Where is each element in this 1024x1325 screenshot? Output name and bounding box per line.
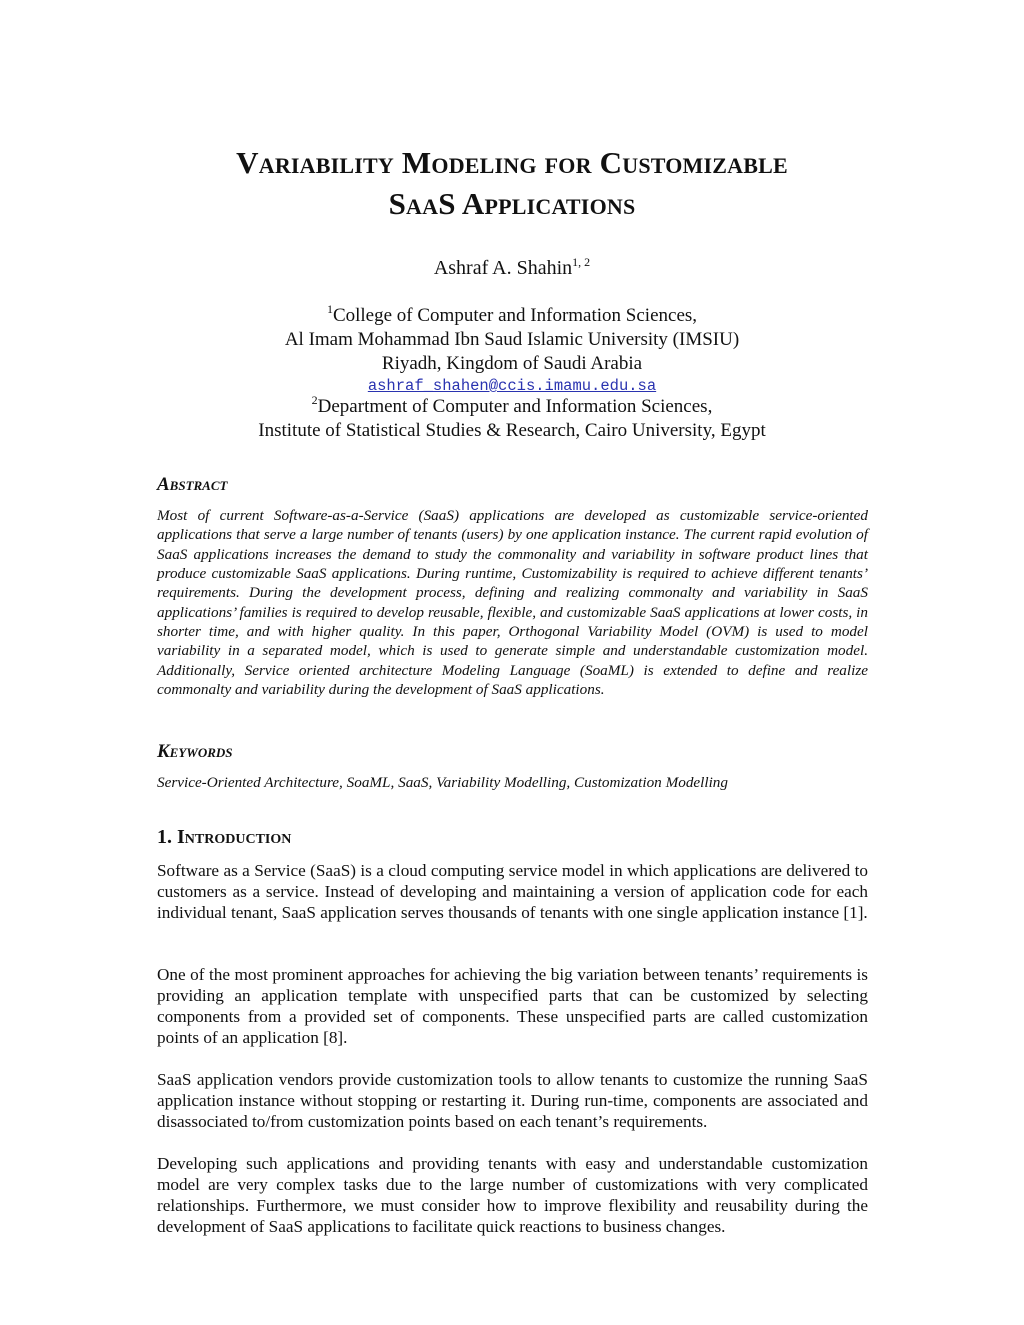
affiliation-2-line-1 <box>0 395 1024 419</box>
affiliation-2-institute: Institute of Statistical Studies & Research, Cairo University, Egypt <box>258 420 766 441</box>
paper-title-line-1: Variability Modeling for Customizable <box>236 145 788 180</box>
affiliation-1-line-1 <box>0 304 1024 328</box>
paper-title-line-2: SaaS Applications <box>388 186 636 221</box>
affiliation-2-mark: 2 <box>311 393 318 407</box>
affiliation-1-mark: 1 <box>326 302 333 316</box>
keywords-text: Service-Oriented Architecture, SoaML, SaaS, Variability Modelling, Customization Modelling <box>157 774 728 791</box>
affiliation-1-location: Riyadh, Kingdom of Saudi Arabia <box>381 353 643 374</box>
affiliation-1-department: College of Computer and Information Sciences, <box>332 305 698 326</box>
intro-paragraph-4: Developing such applications and providing tenants with easy and understandable customization model are very complex tasks due to the large number of customizations with very complicated relationships. Furthermore, we must consider how to improve flexibility and reusability during the development of SaaS applications to facilitate quick reactions to business changes. <box>157 1154 868 1236</box>
keywords-heading: Keywords <box>157 741 233 762</box>
abstract-text: Most of current Software-as-a-Service (SaaS) applications are developed as customizable service-oriented applications that serve a large number of tenants (users) by one application instance. The current rapid evolution of SaaS applications increases the demand to study the commonality and variability in software product lines that produce customizable SaaS applications. During runtime, Customizability is required to achieve different tenants’ requirements. During the development process, defining and realizing commonalty and variability in SaaS applications’ families is required to develop reusable, flexible, and customizable SaaS applications at lower costs, in shorter time, and with higher quality. In this paper, Orthogonal Variability Model (OVM) is used to model variability in a separated model, which is used to generate simple and understandable customization model. Additionally, Service oriented architecture Modeling Language (SoaML) is extended to define and realize commonalty and variability during the development of SaaS applications. <box>157 507 868 699</box>
intro-paragraph-2: One of the most prominent approaches for achieving the big variation between tenants’ requirements is providing an application template with unspecified parts that can be customized by selecting components from a provided set of components. These unspecified parts are called customization points of an application [8]. <box>157 965 868 1047</box>
author-email-link[interactable]: ashraf_shahen@ccis.imamu.edu.sa <box>367 377 657 395</box>
intro-paragraph-3: SaaS application vendors provide customization tools to allow tenants to customize the running SaaS application instance without stopping or restarting it. During run-time, components are associated and disassociated to/from customization points based on each tenant’s requirements. <box>157 1070 868 1131</box>
author <box>0 256 1024 280</box>
abstract-heading: Abstract <box>157 474 228 495</box>
author-affiliation-marks: 1, 2 <box>572 255 591 269</box>
affiliation-2-department: Department of Computer and Information Sciences, <box>317 396 713 417</box>
author-name: Ashraf A. Shahin <box>433 257 573 279</box>
affiliation-1-university: Al Imam Mohammad Ibn Saud Islamic University (IMSIU) <box>284 329 740 350</box>
introduction-heading: 1. Introduction <box>157 826 292 848</box>
intro-paragraph-1: Software as a Service (SaaS) is a cloud computing service model in which applications are delivered to customers as a service. Instead of developing and maintaining a version of application code for each individual tenant, SaaS application serves thousands of tenants with one single application instance [1]. <box>157 861 868 922</box>
